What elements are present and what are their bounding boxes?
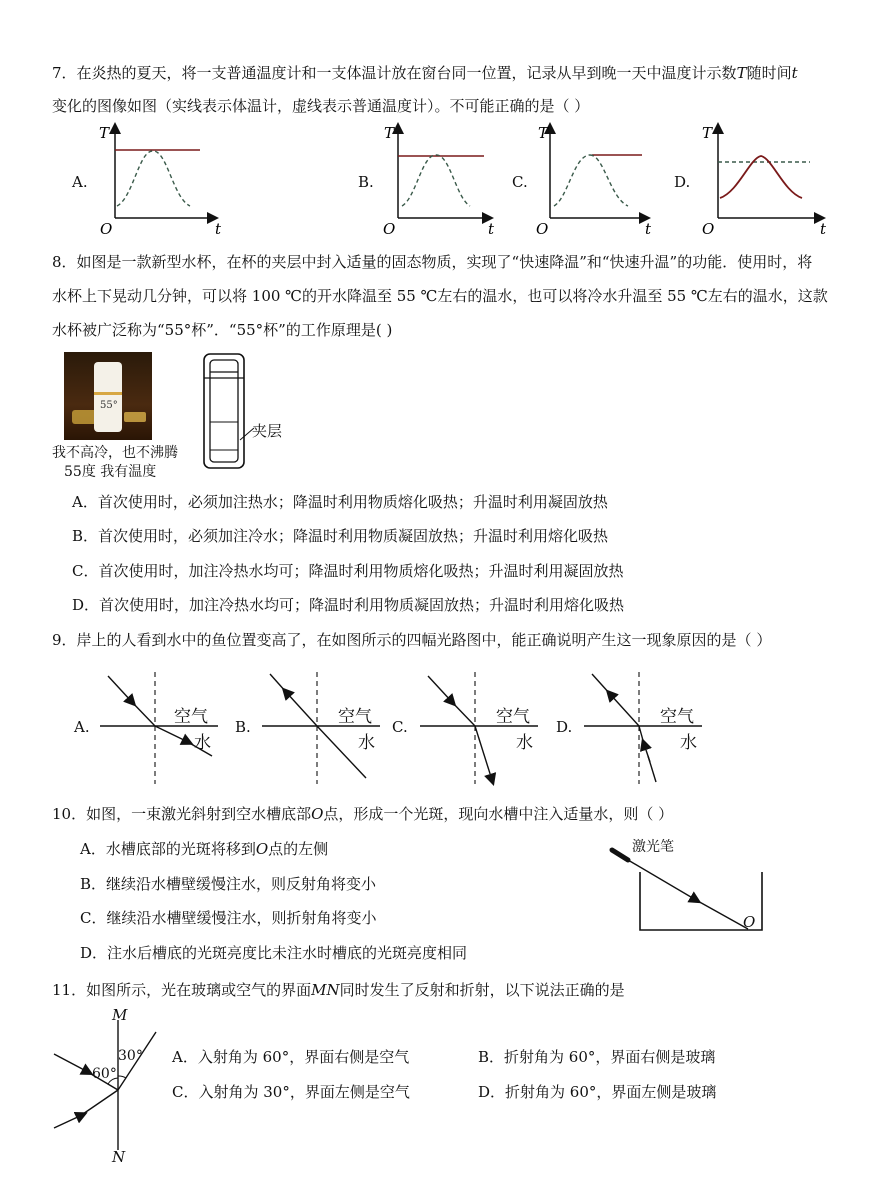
q9-option-a-label: A.	[74, 718, 90, 736]
q8-option-c: C．首次使用时，加注冷热水均可；降温时利用物质熔化吸热；升温时利用凝固放热	[72, 562, 624, 580]
q9-c-air-label: 空气	[496, 707, 530, 727]
q7-graph-a	[95, 118, 230, 238]
q10-point-o-label: O	[743, 913, 756, 931]
q7-graph-b-origin: O	[383, 220, 396, 238]
q9-stem: 9．岸上的人看到水中的鱼位置变高了，在如图所示的四幅光路图中，能正确说明产生这一现象原因的是（ ）	[52, 631, 772, 649]
q9-a-air-label: 空气	[174, 707, 208, 727]
q7-graph-d	[698, 118, 838, 238]
laser-pen-label: 激光笔	[632, 839, 674, 855]
q7-graph-a-origin: O	[100, 220, 113, 238]
q9-c-water-label: 水	[516, 733, 533, 753]
q9-b-water-label: 水	[358, 733, 375, 753]
cup-label: 55°	[100, 400, 118, 411]
cup-caption-line2: 55度 我有温度	[64, 464, 157, 480]
q7-graph-d-axis-x: t	[820, 220, 827, 238]
cup-photo-illustration	[64, 352, 152, 440]
q11-angle-30-label: 30°	[118, 1048, 143, 1064]
q11-option-d: D．折射角为 60°，界面左侧是玻璃	[478, 1083, 717, 1101]
q7-graph-c	[530, 118, 660, 238]
q7-graph-c-axis-y: T	[538, 124, 549, 142]
q8-stem-line1: 8．如图是一款新型水杯，在杯的夹层中封入适量的固态物质，实现了“快速降温”和“快速升温”的功能．使用时，将	[52, 253, 813, 271]
q10-stem: 10．如图，一束激光斜射到空水槽底部O点，形成一个光斑，现向水槽中注入适量水，则（ ）	[52, 805, 674, 823]
q9-option-d-label: D.	[556, 718, 573, 736]
q7-graph-c-origin: O	[536, 220, 549, 238]
q11-label-n: N	[112, 1148, 126, 1166]
q10-option-c: C．继续沿水槽壁缓慢注水，则折射角将变小	[80, 909, 377, 927]
q11-option-a: A．入射角为 60°，界面右侧是空气	[172, 1048, 410, 1066]
cup-cross-section-diagram	[196, 350, 256, 475]
q8-stem-line2: 水杯上下晃动几分钟，可以将 100 ℃的开水降温至 55 ℃左右的温水，也可以将冷水升温至 55 ℃左右的温水，这款	[52, 287, 828, 305]
q10-option-b: B．继续沿水槽壁缓慢注水，则反射角将变小	[80, 875, 377, 893]
q11-option-c: C．入射角为 30°，界面左侧是空气	[172, 1083, 410, 1101]
q7-graph-b-axis-y: T	[384, 124, 395, 142]
q9-a-water-label: 水	[194, 733, 211, 753]
q7-stem-line1: 7．在炎热的夏天，将一支普通温度计和一支体温计放在窗台同一位置，记录从早到晚一天中温度计示数T随时间t	[52, 64, 798, 82]
q7-graph-a-axis-y: T	[99, 124, 110, 142]
q7-graph-b-axis-x: t	[488, 220, 495, 238]
q7-graph-b	[378, 118, 503, 238]
q7-graph-a-axis-x: t	[215, 220, 222, 238]
q11-stem: 11．如图所示，光在玻璃或空气的界面MN同时发生了反射和折射，以下说法正确的是	[52, 981, 625, 999]
q8-option-b: B．首次使用时，必须加注冷水；降温时利用物质凝固放热；升温时利用熔化吸热	[72, 527, 609, 545]
q10-option-a: A．水槽底部的光斑将移到O点的左侧	[80, 840, 329, 858]
q11-option-b: B．折射角为 60°，界面右侧是玻璃	[478, 1048, 716, 1066]
q11-reflection-refraction-diagram	[48, 1010, 178, 1160]
q7-option-a-label: A.	[72, 173, 88, 191]
q9-option-c-label: C.	[392, 718, 408, 736]
q8-option-a: A．首次使用时，必须加注热水；降温时利用物质熔化吸热；升温时利用凝固放热	[72, 493, 608, 511]
cup-caption-line1: 我不高冷，也不沸腾	[52, 445, 178, 461]
q7-option-b-label: B.	[358, 173, 374, 191]
interlayer-label: 夹层	[252, 422, 283, 440]
q9-option-b-label: B.	[235, 718, 251, 736]
q8-stem-line3: 水杯被广泛称为“55°杯”．“55°杯”的工作原理是( )	[52, 321, 393, 339]
q11-angle-60-label: 60°	[92, 1066, 117, 1082]
q7-stem-line2: 变化的图像如图（实线表示体温计，虚线表示普通温度计）。不可能正确的是（ ）	[52, 97, 590, 115]
q7-graph-c-axis-x: t	[645, 220, 652, 238]
q7-option-c-label: C.	[512, 173, 528, 191]
q9-d-water-label: 水	[680, 733, 697, 753]
q9-b-air-label: 空气	[338, 707, 372, 727]
q10-option-d: D．注水后槽底的光斑亮度比未注水时槽底的光斑亮度相同	[80, 944, 468, 962]
q9-d-air-label: 空气	[660, 707, 694, 727]
cup-photo	[64, 352, 152, 440]
q8-option-d: D．首次使用时，加注冷热水均可；降温时利用物质凝固放热；升温时利用熔化吸热	[72, 596, 625, 614]
q7-graph-d-axis-y: T	[702, 124, 713, 142]
q7-option-d-label: D.	[674, 173, 691, 191]
q11-label-m: M	[112, 1006, 128, 1024]
q7-graph-d-origin: O	[702, 220, 715, 238]
